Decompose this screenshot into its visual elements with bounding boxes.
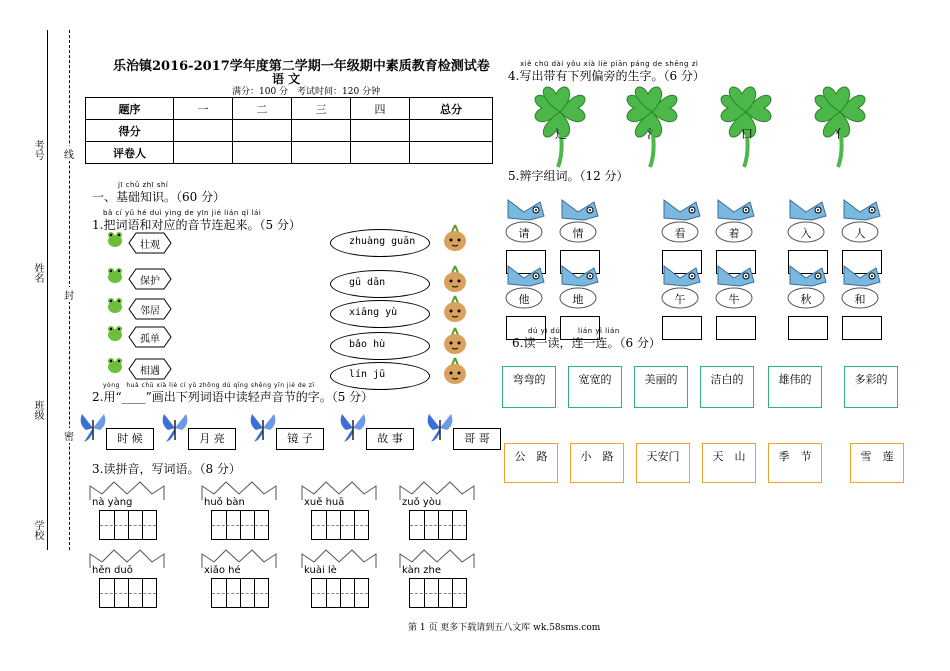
adjective-card[interactable]: 多彩的 (844, 366, 898, 408)
score-cell[interactable] (410, 142, 493, 164)
pinyin-label: huǒ bàn (204, 497, 245, 508)
part1-title: 一、基础知识。（60 分） (92, 190, 226, 204)
syllable-oval[interactable] (330, 362, 430, 390)
score-header: 题序 (86, 98, 174, 120)
crown-frame (200, 480, 278, 540)
exam-title: 乐治镇2016-2017学年度第二学期一年级期中素质教育检测试卷 (113, 59, 490, 74)
score-cell[interactable] (233, 120, 292, 142)
score-cell[interactable] (410, 120, 493, 142)
syllable-oval[interactable] (330, 270, 430, 298)
adjective-card[interactable]: 雄伟的 (768, 366, 822, 408)
syllable-text: bǎo hù (349, 339, 386, 350)
score-cell[interactable] (351, 120, 410, 142)
crown-frame (398, 548, 476, 608)
frog-icon (106, 324, 124, 342)
word-text: 相遇 (140, 366, 160, 377)
onion-icon (442, 326, 468, 356)
frog-icon (106, 296, 124, 314)
seal-word-secret: 密 (64, 428, 74, 443)
word-hexagon[interactable] (128, 232, 172, 254)
writing-grid[interactable] (409, 578, 467, 608)
pinyin-label: kàn zhe (402, 565, 441, 576)
butterfly-icon (160, 410, 190, 446)
fish-character: 午 (674, 293, 686, 306)
word-box[interactable]: 月 亮 (188, 428, 236, 450)
q6-title: 6.读一读，连一连。（6 分） (512, 336, 661, 350)
adjective-card[interactable]: 美丽的 (634, 366, 688, 408)
crown-frame (200, 548, 278, 608)
page-footer: 第 1 页 更多下载请到五八文库 wk.58sms.com (408, 623, 601, 633)
radical-label: 亻 (835, 127, 848, 141)
syllable-text: xiāng yù (349, 307, 398, 318)
frog-icon (106, 266, 124, 284)
seal-word-line: 线 (64, 146, 74, 161)
score-row-label: 评卷人 (86, 142, 174, 164)
score-cell[interactable] (351, 142, 410, 164)
q1-title: 1.把词语和对应的音节连起来。（5 分） (92, 218, 301, 232)
score-header: 二 (233, 98, 292, 120)
writing-grid[interactable] (311, 578, 369, 608)
word-hexagon[interactable] (128, 326, 172, 348)
word-hexagon[interactable] (128, 268, 172, 290)
answer-box[interactable] (662, 316, 702, 340)
noun-card[interactable]: 天安门 (636, 443, 690, 483)
q6-pinyin-b: lián yì lián (578, 327, 620, 335)
score-cell[interactable] (174, 142, 233, 164)
word-text: 邻居 (140, 306, 160, 317)
answer-box[interactable] (506, 316, 546, 340)
word-text: 孤单 (140, 334, 160, 345)
q6-pinyin-a: dú yì dú (528, 327, 561, 335)
noun-card[interactable]: 天 山 (702, 443, 756, 483)
part1-pinyin: jī chǔ zhī shí (118, 181, 169, 189)
pinyin-label: xuě huā (304, 497, 345, 508)
clover-icon (520, 72, 600, 168)
pinyin-label: zuǒ yòu (402, 497, 442, 508)
score-cell[interactable] (292, 142, 351, 164)
syllable-text: gū dān (349, 277, 386, 288)
clover-icon (706, 72, 786, 168)
onion-icon (442, 294, 468, 324)
score-table (85, 97, 493, 164)
margin-label-class: 班级 (32, 400, 43, 420)
butterfly-icon (248, 410, 278, 446)
fish-character: 地 (572, 293, 584, 306)
writing-grid[interactable] (99, 510, 157, 540)
radical-label: 口 (741, 127, 754, 141)
seal-word-seal: 封 (64, 287, 74, 302)
q2-title: 2.用“____”画出下列词语中读轻声音节的字。（5 分） (92, 390, 374, 404)
syllable-oval[interactable] (330, 229, 430, 257)
adjective-card[interactable]: 洁白的 (700, 366, 754, 408)
radical-label: 氵 (647, 127, 660, 141)
onion-icon (442, 223, 468, 253)
exam-info: 满分：100 分 考试时间：120 分钟 (232, 87, 381, 97)
frog-icon (106, 356, 124, 374)
margin-label-id: 考号 (32, 140, 43, 160)
answer-box[interactable] (842, 316, 882, 340)
word-hexagon[interactable] (128, 298, 172, 320)
score-cell[interactable] (292, 120, 351, 142)
answer-box[interactable] (560, 316, 600, 340)
answer-box[interactable] (788, 316, 828, 340)
noun-card[interactable]: 季 节 (768, 443, 822, 483)
syllable-oval[interactable] (330, 300, 430, 328)
adjective-card[interactable]: 弯弯的 (502, 366, 556, 408)
fish-character: 和 (854, 293, 866, 306)
onion-icon (442, 356, 468, 386)
q3-title: 3.读拼音，写词语。（8 分） (92, 462, 241, 476)
noun-card[interactable]: 公 路 (504, 443, 558, 483)
score-row-label: 得分 (86, 120, 174, 142)
butterfly-icon (425, 410, 455, 446)
score-cell[interactable] (174, 120, 233, 142)
fish-character: 牛 (728, 293, 740, 306)
crown-frame (300, 480, 378, 540)
fish-character: 入 (800, 227, 812, 240)
pinyin-label: kuài lè (304, 565, 337, 576)
crown-frame (88, 548, 166, 608)
q4-pinyin: xiě chū dài yǒu xià liè piān páng de shēng zì (520, 60, 699, 68)
butterfly-icon (338, 410, 368, 446)
answer-box[interactable] (716, 316, 756, 340)
word-text: 壮观 (140, 240, 160, 251)
word-box[interactable]: 哥 哥 (453, 428, 501, 450)
noun-card[interactable]: 雪 莲 (850, 443, 904, 483)
q4-title: 4.写出带有下列偏旁的生字。（6 分） (508, 69, 705, 83)
fish-character: 着 (728, 227, 740, 240)
fish-character: 他 (518, 293, 530, 306)
score-header: 一 (174, 98, 233, 120)
q1-pinyin: bǎ cí yǔ hé duì yìng de yīn jié lián qǐ lái (103, 209, 262, 217)
clover-icon (800, 72, 880, 168)
fish-character: 请 (518, 227, 530, 240)
crown-frame (300, 548, 378, 608)
fish-character: 人 (854, 227, 866, 240)
adjective-card[interactable]: 宽宽的 (568, 366, 622, 408)
fish-character: 秋 (800, 293, 812, 306)
noun-card[interactable]: 小 路 (570, 443, 624, 483)
writing-grid[interactable] (211, 578, 269, 608)
score-header: 四 (351, 98, 410, 120)
pinyin-label: xiǎo hé (204, 565, 241, 576)
word-box[interactable]: 故 事 (366, 428, 414, 450)
frog-icon (106, 230, 124, 248)
crown-frame (88, 480, 166, 540)
writing-grid[interactable] (99, 578, 157, 608)
word-hexagon[interactable] (128, 358, 172, 380)
margin-rule (47, 30, 48, 550)
pinyin-label: hěn duō (92, 565, 133, 576)
writing-grid[interactable] (311, 510, 369, 540)
exam-subject: 语 文 (272, 72, 301, 86)
word-text: 保护 (140, 276, 160, 287)
syllable-text: zhuàng guān (349, 236, 416, 247)
q2-pinyin: yòng huà chū xià liè cí yǔ zhōng dú qīng shēng yīn jié de zì (103, 382, 315, 389)
q5-title: 5.辨字组词。（12 分） (508, 169, 629, 183)
word-box[interactable]: 镜 子 (276, 428, 324, 450)
clover-icon (612, 72, 692, 168)
writing-grid[interactable] (409, 510, 467, 540)
butterfly-icon (78, 410, 108, 446)
margin-label-name: 姓名 (32, 263, 43, 283)
pinyin-label: nà yàng (92, 497, 133, 508)
fish-character: 看 (674, 227, 686, 240)
crown-frame (398, 480, 476, 540)
margin-label-school: 学校 (32, 520, 43, 540)
radical-label: 辶 (555, 127, 568, 141)
score-cell[interactable] (233, 142, 292, 164)
syllable-text: lín jū (349, 369, 386, 380)
syllable-oval[interactable] (330, 332, 430, 360)
word-box[interactable]: 时 候 (106, 428, 154, 450)
score-header: 三 (292, 98, 351, 120)
writing-grid[interactable] (211, 510, 269, 540)
fish-character: 情 (572, 227, 584, 240)
onion-icon (442, 264, 468, 294)
score-header: 总分 (410, 98, 493, 120)
